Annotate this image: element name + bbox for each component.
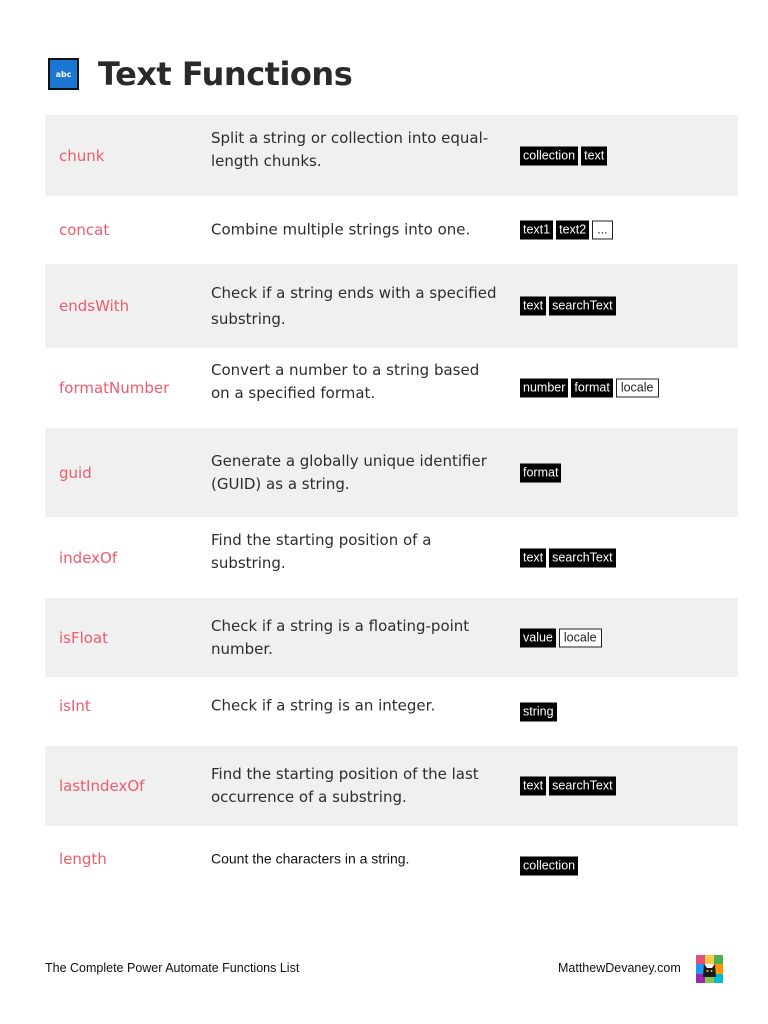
function-params	[520, 857, 578, 876]
param-pill: value	[520, 628, 556, 647]
param-pill: collection	[520, 146, 578, 165]
author-avatar-icon	[696, 955, 723, 983]
function-name: indexOf	[59, 548, 118, 567]
function-description: Check if a string ends with a specified substring.	[211, 284, 497, 328]
function-description: Generate a globally unique identifier (GUID) as a string.	[211, 451, 487, 493]
function-row-length	[45, 826, 738, 906]
footer-title: The Complete Power Automate Functions List	[45, 961, 300, 975]
page-title: Text Functions	[98, 55, 353, 93]
function-params	[520, 463, 561, 482]
function-name: isFloat	[59, 628, 109, 647]
function-params	[520, 221, 613, 240]
function-row-guid	[45, 428, 738, 517]
function-description: Find the starting position of the last occurrence of a substring.	[211, 765, 479, 806]
function-description: Count the characters in a string.	[211, 850, 410, 867]
param-pill: text	[520, 777, 546, 796]
function-name: isInt	[59, 696, 91, 715]
function-params	[520, 702, 557, 721]
functions-table	[45, 115, 738, 906]
function-description: Check if a string is a floating-point number.	[211, 616, 470, 658]
function-params	[520, 146, 607, 165]
function-description: Combine multiple strings into one.	[211, 220, 471, 239]
function-name: endsWith	[59, 297, 130, 315]
param-pill: format	[571, 379, 612, 398]
function-row-endswith	[45, 264, 738, 348]
param-pill: text2	[556, 221, 589, 240]
param-pill-optional: ...	[592, 221, 612, 240]
param-pill: text	[581, 146, 607, 165]
function-description: Convert a number to a string based on a specified format.	[211, 361, 480, 402]
param-pill: searchText	[549, 297, 615, 316]
footer-website: MatthewDevaney.com	[558, 961, 681, 975]
param-pill: text	[520, 297, 546, 316]
function-params	[520, 548, 616, 567]
param-pill: text	[520, 548, 546, 567]
function-name: formatNumber	[59, 379, 170, 397]
function-description: Split a string or collection into equal-length chunks.	[211, 128, 489, 170]
function-params	[520, 379, 659, 398]
function-row-indexof	[45, 517, 738, 598]
param-pill-optional: locale	[616, 379, 659, 398]
function-description: Find the starting position of a substring.	[211, 530, 432, 572]
function-name: guid	[59, 463, 92, 482]
function-row-chunk	[45, 115, 738, 196]
function-name: lastIndexOf	[59, 777, 145, 795]
function-name: chunk	[59, 146, 105, 165]
function-row-lastindexof	[45, 746, 738, 826]
function-row-isfloat	[45, 598, 738, 677]
param-pill-optional: locale	[559, 628, 602, 647]
param-pill: searchText	[549, 548, 615, 567]
function-params	[520, 297, 616, 316]
param-pill: collection	[520, 857, 578, 876]
param-pill: string	[520, 702, 557, 721]
function-name: concat	[59, 221, 110, 239]
param-pill: text1	[520, 221, 553, 240]
param-pill: searchText	[549, 777, 615, 796]
param-pill: format	[520, 463, 561, 482]
page-header	[48, 54, 352, 94]
function-description: Check if a string is an integer.	[211, 696, 436, 714]
function-row-formatnumber	[45, 348, 738, 428]
param-pill: number	[520, 379, 568, 398]
function-row-isint	[45, 677, 738, 746]
function-name: length	[59, 850, 107, 868]
text-functions-icon: abc	[48, 58, 79, 90]
function-params	[520, 777, 616, 796]
function-params	[520, 628, 602, 647]
function-row-concat	[45, 196, 738, 264]
